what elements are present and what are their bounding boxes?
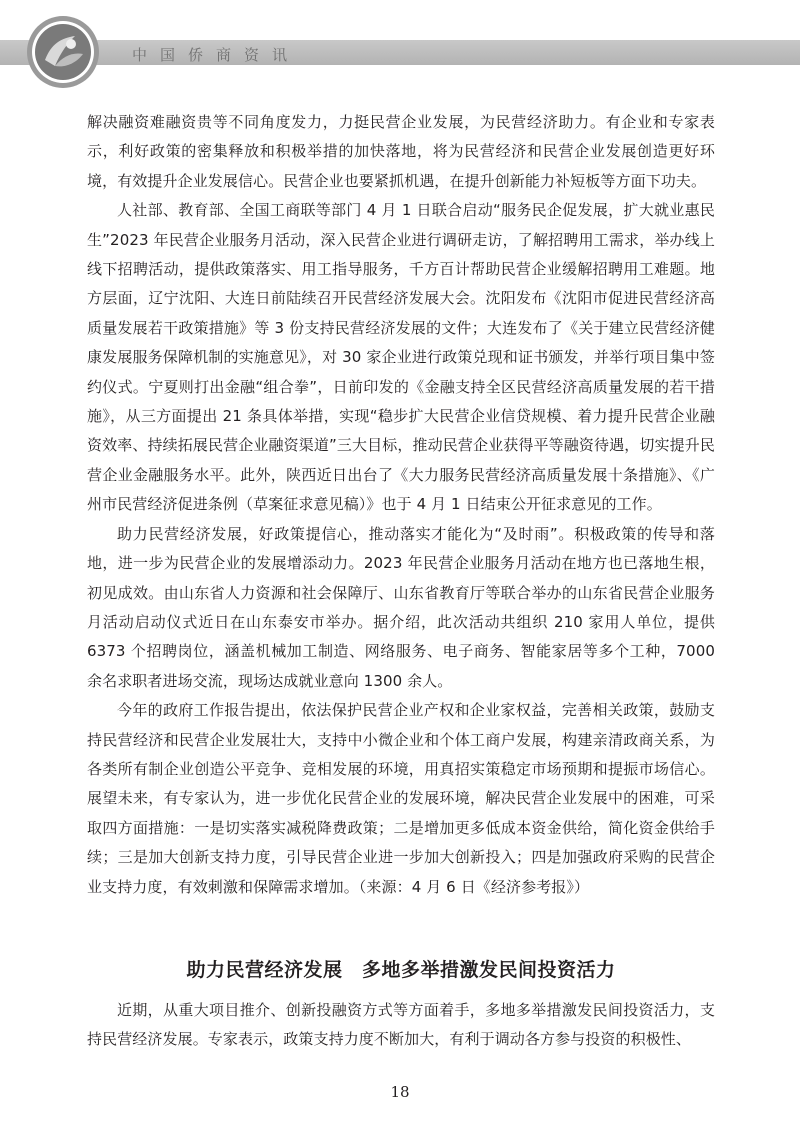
logo-emblem-icon [25, 14, 101, 90]
header-title: 中国侨商资讯 [132, 46, 301, 64]
paragraph-1: 解决融资难融资贵等不同角度发力，力挺民营企业发展，为民营经济助力。有企业和专家表示，利好政策的密集释放和积极举措的加快落地，将为民营经济和民营企业发展创造更好环境，有效提升企业发展信心。民营企业也要紧抓机遇，在提升创新能力补短板等方面下功夫。 [87, 113, 715, 190]
section-body [87, 996, 715, 1055]
paragraph-3: 助力民营经济发展，好政策提信心，推动落实才能化为“及时雨”。积极政策的传导和落地，进一步为民营企业的发展增添动力。2023 年民营企业服务月活动在地方也已落地生根，初见成效。由山东省人力资源和社会保障厅、山东省教育厅等联合举办的山东省民营企业服务月活动启动仪式近日在山东泰安市举办。据介绍，此次活动共组织 210 家用人单位，提供 6373 个招聘岗位，涵盖机械加工制造、网络服务、电子商务、智能家居等多个工种，7000 余名求职者进场交流，现场达成就业意向 1300 余人。 [87, 524, 715, 690]
section-paragraph: 近期，从重大项目推介、创新投融资方式等方面着手，多地多举措激发民间投资活力，支持民营经济发展。专家表示，政策支持力度不断加大，有利于调动各方参与投资的积极性、 [87, 1001, 715, 1049]
paragraph-2: 人社部、教育部、全国工商联等部门 4 月 1 日联合启动“服务民企促发展，扩大就业惠民生”2023 年民营企业服务月活动，深入民营企业进行调研走访，了解招聘用工需求，举办线上线下招聘活动，提供政策落实、用工指导服务，千方百计帮助民营企业缓解招聘用工难题。地方层面，辽宁沈阳、大连日前陆续召开民营经济发展大会。沈阳发布《沈阳市促进民营经济高质量发展若干政策措施》等 3 份支持民营经济发展的文件；大连发布了《关于建立民营经济健康发展服务保障机制的实施意见》，对 30 家企业进行政策兑现和证书颁发，并举行项目集中签约仪式。宁夏则打出金融“组合拳”，日前印发的《金融支持全区民营经济高质量发展的若干措施》，从三方面提出 21 条具体举措，实现“稳步扩大民营企业信贷规模、着力提升民营企业融资效率、持续拓展民营企业融资渠道”三大目标，推动民营企业获得平等融资待遇，切实提升民营企业金融服务水平。此外，陕西近日出台了《大力服务民营经济高质量发展十条措施》、《广州市民营经济促进条例（草案征求意见稿）》也于 4 月 1 日结束公开征求意见的工作。 [87, 201, 715, 514]
paragraph-4: 今年的政府工作报告提出，依法保护民营企业产权和企业家权益，完善相关政策，鼓励支持民营经济和民营企业发展壮大，支持中小微企业和个体工商户发展，构建亲清政商关系，为各类所有制企业创造公平竞争、竞相发展的环境，用真招实策稳定市场预期和提振市场信心。展望未来，有专家认为，进一步优化民营企业的发展环境，解决民营企业发展中的困难，可采取四方面措施：一是切实落实减税降费政策；二是增加更多低成本资金供给，简化资金供给手续；三是加大创新支持力度，引导民营企业进一步加大创新投入；四是加强政府采购的民营企业支持力度，有效刺激和保障需求增加。（来源：4 月 6 日《经济参考报》） [87, 701, 715, 896]
page-number: 18 [390, 1083, 410, 1101]
section-title: 助力民营经济发展 多地多举措激发民间投资活力 [186, 959, 616, 981]
article-body [87, 108, 715, 902]
header-bar [0, 40, 800, 65]
